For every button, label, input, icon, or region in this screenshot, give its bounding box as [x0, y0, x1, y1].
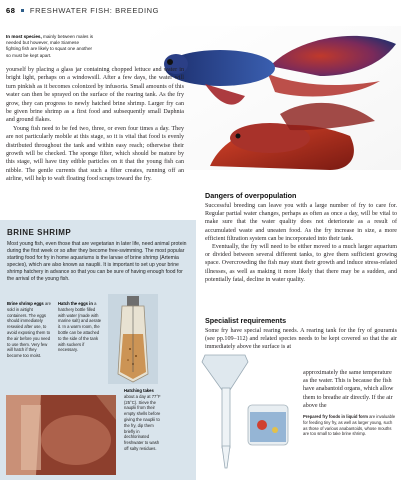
brine-shrimp-title: BRINE SHRIMP — [7, 228, 72, 237]
liquid-fry-food-photo — [200, 350, 298, 478]
hatchery-bottle-photo — [108, 294, 158, 384]
hatch-caption-text: a hatchery bottle filled with water (made with marine salt) and aerate it. In a warm room, the bottle can be attached to the side of the tank with suckers if necessary. — [58, 301, 102, 353]
specialist-text: Some fry have special rearing needs. A rearing tank for the fry of gouramis (see pp.109–112) and related species needs to be kept covered so that the air immediately above the surface is at — [205, 328, 397, 351]
heading-specialist: Specialist requirements — [205, 316, 287, 325]
eggs-caption-lead: Brine shrimp eggs — [7, 301, 44, 306]
hatch-caption — [58, 301, 102, 353]
brine-shrimp-text: Most young fish, even those that are vegetarian in later life, need animal protein during the first week or so after they become free-swimming. The most popular starting food for fry in home aquariums is the larvae of brine shrimp (Artemia species), which are also known as nauplii. It is important to set up your brine shrimp hatchery in advance so that you can be sure of having enough food for the arrival of the young fish. — [7, 241, 187, 282]
heading-overpopulation: Dangers of overpopulation — [205, 191, 297, 200]
body-paragraph: Successful breeding can leave you with a large number of fry to care for. Regular partial water changes, perhaps as often as once a day, will be vital to make sure that the water quality does not deteriorate as a result of accumulated waste and uneaten food. As the fry increase in size, a more efficient filtration system can be incorporated into their tank. — [205, 203, 397, 242]
section-title: FRESHWATER FISH: BREEDING — [29, 6, 160, 15]
caption-text: mainly between males is needed but however, male Siamese fighting fish are likely to squat one another so must be kept apart. — [6, 34, 94, 58]
liquid-food-caption-text: are invaluable for feeding tiny fry, as well as larger young, such as those of various anabantoids, whose mouths are too small to take brine shrimp. — [303, 414, 396, 437]
liquid-food-caption-lead: Prepared fry foods in liquid form — [303, 414, 368, 419]
body-paragraph: yourself by placing a glass jar containing chopped lettuce and water in bright light, perhaps on a windowsill. After a few days, the water will turn pinkish as it becomes colonized by infusoria. Small amounts of this water can then be sprayed on the surface of the rearing tank. As the fry grow, they can progress to newly hatched brine shrimp. Larger fry can be given brine shrimp as a first food and subsequently small Daphnia and ground flakes. — [6, 67, 184, 124]
header-square-icon — [21, 9, 24, 12]
page-number: 68 — [6, 6, 16, 15]
tube-caption — [124, 388, 162, 452]
brine-shrimp-eggs-photo — [6, 395, 116, 475]
body-paragraph: Eventually, the fry will need to be either moved to a much larger aquarium or divided between several different tanks, to give them sufficient growing space. Overcrowding the fish may stunt their growth and induce stress-related illnesses, as well as making it more likely that there may be a sudden, and potentially fatal, decline in water quality. — [205, 244, 397, 283]
tube-caption-lead: Hatching takes — [124, 388, 154, 393]
running-header — [6, 6, 159, 15]
eggs-caption-text: are sold in airtight containers. The eggs should immediately resealed after use, to avoid exposing them to the air before you need to use them. Very few will hatch if they become too moist. — [7, 301, 51, 359]
caption-lead: In most species, — [6, 34, 42, 39]
hatch-caption-lead: Hatch the eggs in — [58, 301, 93, 306]
overpopulation-text — [205, 202, 397, 284]
body-paragraph: Young fish need to be fed two, three, or even four times a day. They are not particularly mobile at this stage, so it is vital that food is evenly distributed throughout the tank and within easy reach; otherwise their growth will be checked. The sponge filter, which should be mature by this stage, will have tiny edible particles on it that the young fish can nibble. The gentle currents that such a filter creates, running off an airline, will help to waft floating food scraps toward the fry. — [6, 125, 184, 183]
top-photo-caption — [6, 34, 94, 59]
liquid-food-caption — [303, 414, 397, 437]
specialist-text-continued: approximately the same temperature as the water. This is because the fish have anabantoid organs, which allow them to breathe air directly. If the air above the — [303, 370, 394, 409]
eggs-caption — [7, 301, 51, 359]
siamese-fighting-fish-photo — [150, 26, 401, 170]
tube-caption-text: about a day at 77°F (25°C). Sieve the nauplii from their empty shells before giving the nauplii to the fry, dip them briefly in dechlorinated freshwater to wash off salty residues. — [124, 393, 161, 451]
left-body-text — [6, 66, 184, 184]
